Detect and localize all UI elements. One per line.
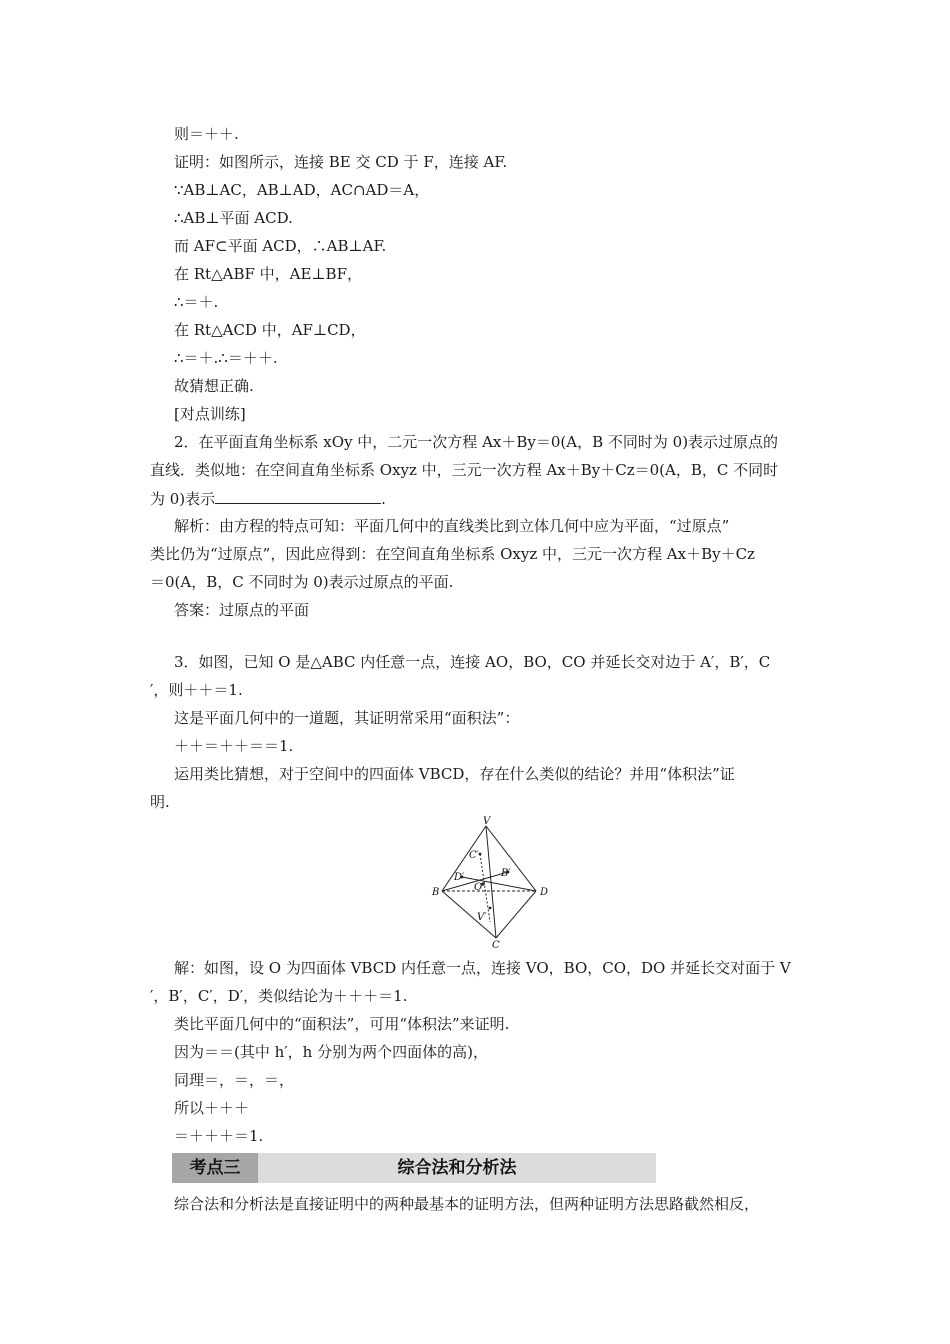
q2-line	[150, 488, 386, 509]
label-cp: C′	[469, 850, 479, 861]
label-bp: B′	[501, 868, 511, 879]
q3-line: 运用类比猜想，对于空间中的四面体 VBCD，存在什么类似的结论？并用“体积法”证	[174, 765, 735, 783]
q3-line: 明.	[150, 793, 170, 811]
label-dp: D′	[454, 872, 465, 883]
solution-line: 所以＋＋＋	[174, 1099, 250, 1117]
q2-analysis: 解析：由方程的特点可知：平面几何中的直线类比到立体几何中应为平面，“过原点”	[174, 517, 730, 535]
text-line: ∵AB⊥AC，AB⊥AD，AC∩AD＝A，	[174, 181, 430, 199]
q3-line: 这是平面几何中的一道题，其证明常采用“面积法”：	[174, 709, 520, 727]
label-c: C	[492, 940, 500, 950]
text-line: 综合法和分析法是直接证明中的两种最基本的证明方法，但两种证明方法思路截然相反，	[174, 1195, 760, 1213]
point-cp	[479, 853, 482, 856]
section-header	[172, 1153, 656, 1183]
solution-line: ′，B′，C′，D′，类似结论为＋＋＋＝1.	[150, 987, 408, 1005]
label-d: D	[540, 887, 549, 898]
text-line: 则＝＋＋.	[174, 125, 239, 143]
label-vp: V′	[477, 912, 487, 923]
edge-dc	[496, 891, 536, 938]
point-vp	[489, 907, 492, 910]
q2-text: .	[381, 490, 386, 508]
q2-line: 2．在平面直角坐标系 xOy 中，二元一次方程 Ax＋By＝0(A，B 不同时为 0)表示过原点的	[174, 433, 779, 451]
text-line: 证明：如图所示，连接 BE 交 CD 于 F，连接 AF.	[174, 153, 508, 171]
text-line: 在 Rt△ACD 中，AF⊥CD，	[174, 321, 366, 339]
q2-answer: 答案：过原点的平面	[174, 601, 310, 619]
section-tag: 考点三	[172, 1153, 258, 1183]
text-line: 而 AF⊂平面 ACD，∴AB⊥AF.	[174, 237, 387, 255]
edge-vd	[486, 826, 536, 891]
tetrahedron-figure	[418, 814, 568, 950]
label-b: B	[432, 887, 440, 898]
q2-text: 为 0)表示	[150, 490, 216, 508]
q3-line: ＋＋＝＋＋＝＝1.	[174, 737, 294, 755]
q2-analysis: 类比仍为“过原点”，因此应得到：在空间直角坐标系 Oxyz 中，三元一次方程 Ax＋By＋Cz	[150, 545, 755, 563]
text-line: ∴AB⊥平面 ACD.	[174, 209, 293, 227]
q3-line: ′，则＋＋＝1.	[150, 681, 243, 699]
q2-line: 直线．类似地：在空间直角坐标系 Oxyz 中，三元一次方程 Ax＋By＋Cz＝0(A，B，C 不同时	[150, 461, 779, 479]
text-line: ∴＝＋.	[174, 293, 219, 311]
solution-line: 同理＝，＝，＝，	[174, 1071, 295, 1089]
section-label: [对点训练]	[174, 405, 246, 423]
solution-line: 类比平面几何中的“面积法”，可用“体积法”来证明.	[174, 1015, 510, 1033]
edge-bc	[442, 891, 496, 938]
text-line: ∴＝＋.∴＝＋＋.	[174, 349, 278, 367]
solution-line: 解：如图，设 O 为四面体 VBCD 内任意一点，连接 VO，BO，CO，DO 并延长交对面于 V	[174, 959, 791, 977]
text-line: 故猜想正确.	[174, 377, 254, 395]
label-v: V	[483, 816, 491, 827]
q2-analysis: ＝0(A，B，C 不同时为 0)表示过原点的平面.	[150, 573, 454, 591]
solution-line: ＝＋＋＋＝1.	[174, 1127, 264, 1145]
label-o: O	[474, 882, 483, 893]
text-line: 在 Rt△ABF 中，AE⊥BF，	[174, 265, 362, 283]
section-title: 综合法和分析法	[397, 1158, 517, 1178]
answer-blank	[215, 488, 381, 504]
q3-line: 3．如图，已知 O 是△ABC 内任意一点，连接 AO，BO，CO 并延长交对边于 A′，B′，C	[174, 653, 771, 671]
solution-line: 因为＝＝(其中 h′，h 分别为两个四面体的高)，	[174, 1043, 488, 1061]
